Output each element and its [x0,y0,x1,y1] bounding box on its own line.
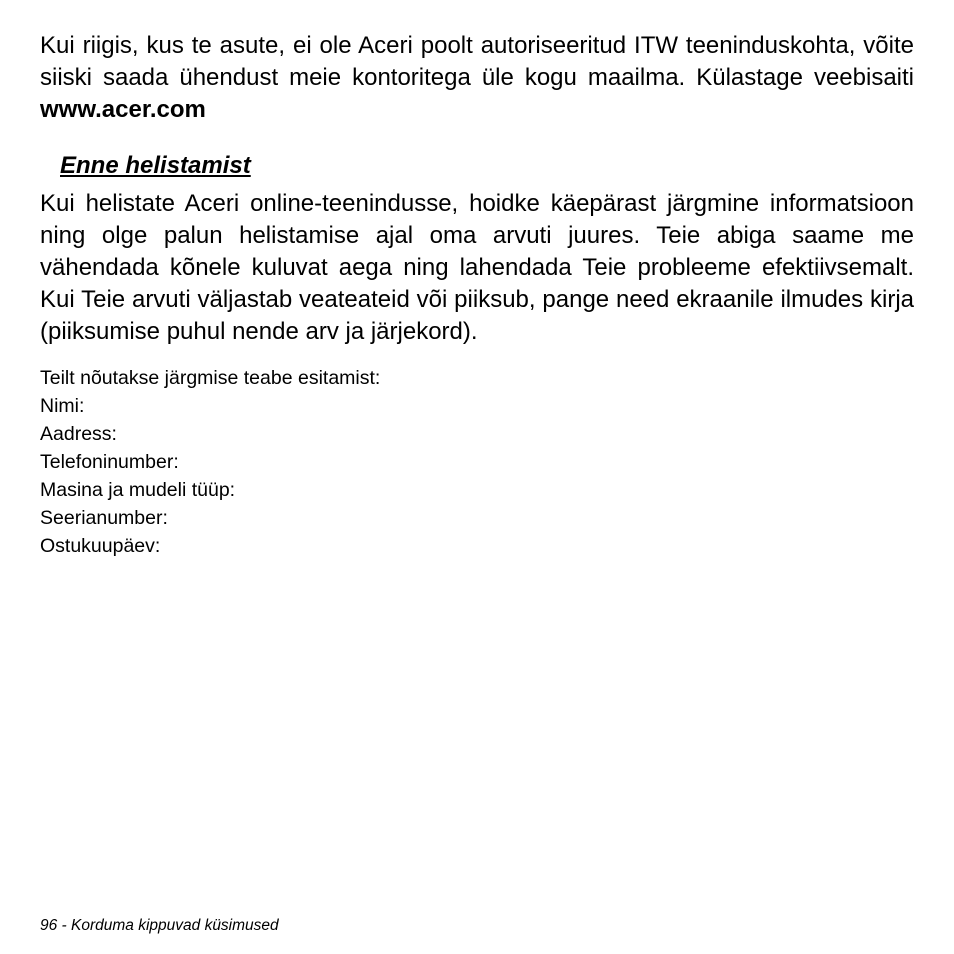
section-paragraph: Kui helistate Aceri online-teenindusse, hoidke käepärast järgmine informatsioon ning olge palun helistamise ajal oma arvuti juures. Teie abiga saame me vähendada kõnele kuluvat aega ning lahendada Teie probleeme efektiivsemalt. Kui Teie arvuti väljastab veateateid või piiksub, pange need ekraanile ilmudes kirja (piiksumise puhul nende arv ja järjekord). [40,190,914,345]
info-field-model: Masina ja mudeli tüüp: [40,479,236,501]
intro-paragraph [40,30,914,126]
info-request-intro: Teilt nõutakse järgmise teabe esitamist: [40,367,381,389]
info-field-purchase-date: Ostukuupäev: [40,535,161,557]
page-footer: 96 - Korduma kippuvad küsimused [40,917,279,934]
info-field-list [40,392,914,560]
info-field-serial: Seerianumber: [40,507,168,529]
section-heading: Enne helistamist [60,152,251,179]
intro-paragraph-text: Kui riigis, kus te asute, ei ole Aceri poolt autoriseeritud ITW teeninduskohta, võite siiski saada ühendust meie kontoritega üle kogu maailma. Külastage veebisaiti [40,32,914,91]
document-page [40,30,914,560]
website-link[interactable]: www.acer.com [40,96,206,123]
info-field-address: Aadress: [40,423,117,445]
info-field-name: Nimi: [40,395,85,417]
info-field-phone: Telefoninumber: [40,451,179,473]
